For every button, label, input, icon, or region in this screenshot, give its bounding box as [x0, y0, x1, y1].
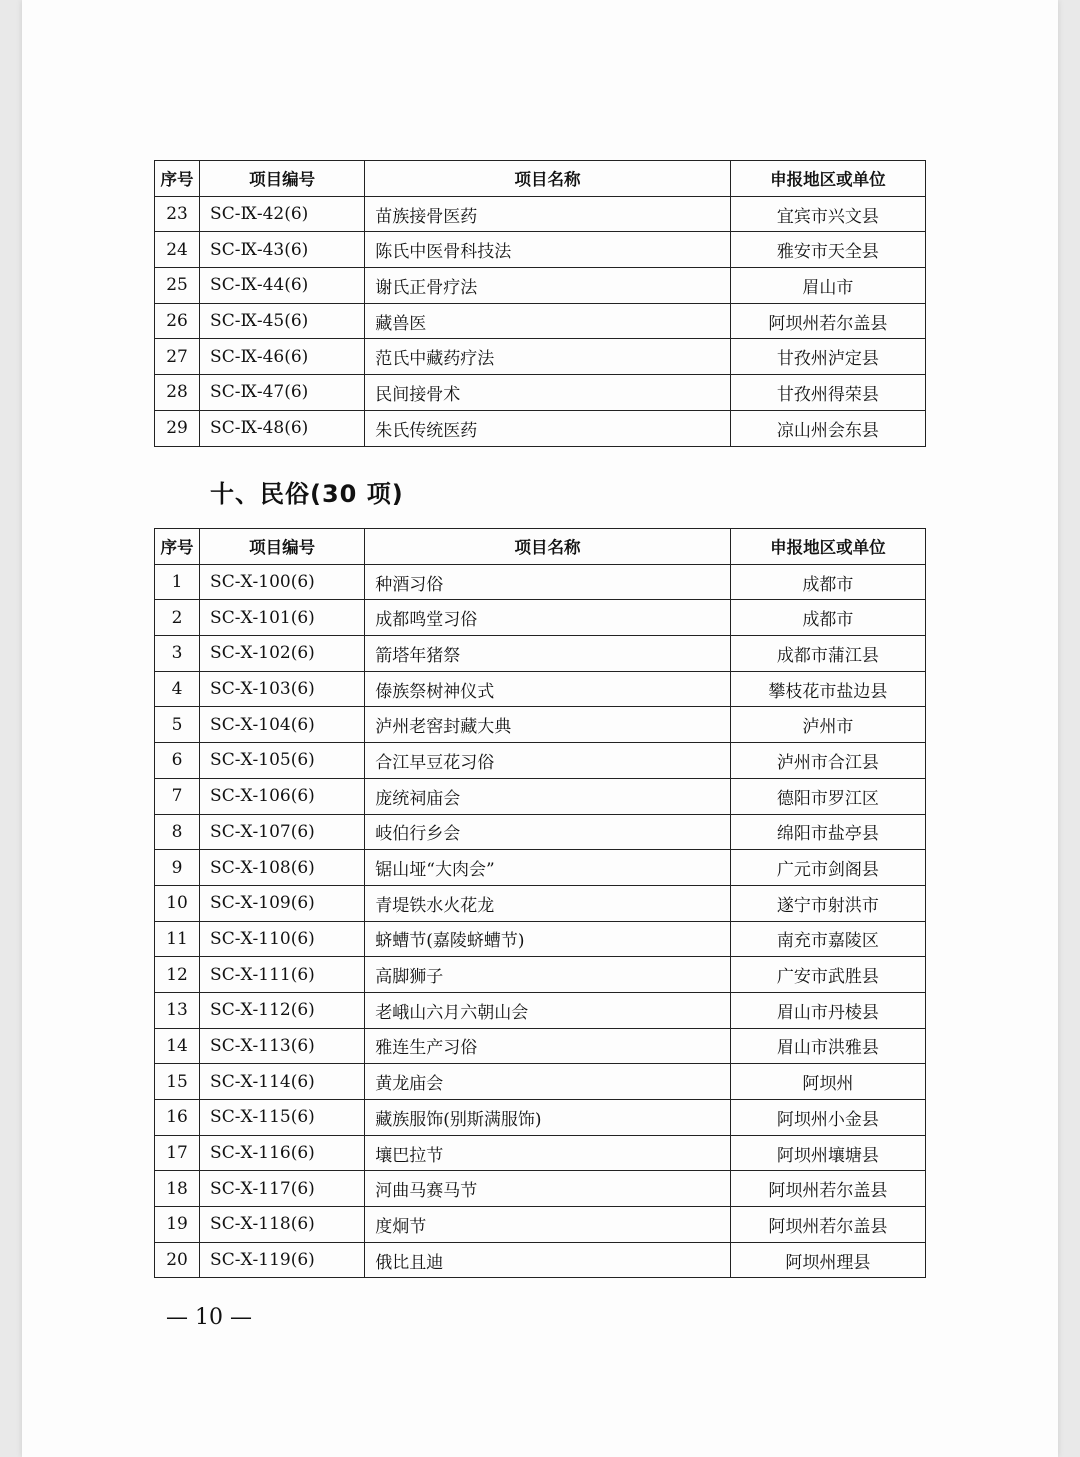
cell-region: 阿坝州若尔盖县 [730, 303, 925, 339]
cell-code: SC-Ⅸ-47(6) [200, 375, 365, 411]
table-row [155, 885, 926, 921]
header-index: 序号 [155, 161, 200, 197]
cell-code: SC-Ⅹ-113(6) [200, 1028, 365, 1064]
cell-name: 种酒习俗 [365, 564, 730, 600]
cell-region: 遂宁市射洪市 [730, 885, 925, 921]
cell-region: 德阳市罗江区 [730, 778, 925, 814]
table-row [155, 339, 926, 375]
table-row [155, 1171, 926, 1207]
cell-name: 傣族祭树神仪式 [365, 671, 730, 707]
cell-name: 民间接骨术 [365, 375, 730, 411]
cell-name: 朱氏传统医药 [365, 410, 730, 446]
section-heading-folk-customs: 十、民俗(30 项) [210, 480, 404, 508]
table-row [155, 564, 926, 600]
heritage-table-folk-customs [154, 528, 926, 1278]
table-row [155, 707, 926, 743]
cell-name: 藏兽医 [365, 303, 730, 339]
cell-name: 老峨山六月六朝山会 [365, 992, 730, 1028]
header-index: 序号 [155, 529, 200, 565]
cell-index: 13 [155, 992, 200, 1028]
cell-code: SC-Ⅹ-118(6) [200, 1207, 365, 1243]
cell-index: 8 [155, 814, 200, 850]
cell-index: 9 [155, 850, 200, 886]
cell-region: 阿坝州小金县 [730, 1100, 925, 1136]
document-page [22, 0, 1058, 1457]
cell-code: SC-Ⅸ-46(6) [200, 339, 365, 375]
header-code: 项目编号 [200, 161, 365, 197]
cell-name: 黄龙庙会 [365, 1064, 730, 1100]
cell-region: 凉山州会东县 [730, 410, 925, 446]
cell-code: SC-Ⅹ-116(6) [200, 1135, 365, 1171]
cell-region: 广元市剑阁县 [730, 850, 925, 886]
cell-code: SC-Ⅹ-117(6) [200, 1171, 365, 1207]
cell-index: 27 [155, 339, 200, 375]
table-row [155, 1100, 926, 1136]
cell-code: SC-Ⅸ-48(6) [200, 410, 365, 446]
cell-name: 藏族服饰(别斯满服饰) [365, 1100, 730, 1136]
cell-name: 箭塔年猪祭 [365, 636, 730, 672]
table-row [155, 375, 926, 411]
cell-region: 阿坝州 [730, 1064, 925, 1100]
cell-region: 宜宾市兴文县 [730, 196, 925, 232]
cell-name: 泸州老窖封藏大典 [365, 707, 730, 743]
cell-name: 俄比且迪 [365, 1242, 730, 1278]
cell-region: 成都市 [730, 564, 925, 600]
cell-index: 19 [155, 1207, 200, 1243]
cell-index: 14 [155, 1028, 200, 1064]
cell-index: 24 [155, 232, 200, 268]
cell-name: 度炯节 [365, 1207, 730, 1243]
table-row [155, 410, 926, 446]
cell-region: 南充市嘉陵区 [730, 921, 925, 957]
cell-region: 甘孜州泸定县 [730, 339, 925, 375]
heritage-table-medicine [154, 160, 926, 447]
table-row [155, 636, 926, 672]
cell-name: 庞统祠庙会 [365, 778, 730, 814]
cell-code: SC-Ⅸ-43(6) [200, 232, 365, 268]
cell-index: 23 [155, 196, 200, 232]
table-header-row [155, 161, 926, 197]
cell-name: 蛴螬节(嘉陵蛴螬节) [365, 921, 730, 957]
page-number: — 10 — [166, 1305, 252, 1330]
cell-code: SC-Ⅸ-45(6) [200, 303, 365, 339]
cell-name: 苗族接骨医药 [365, 196, 730, 232]
table-row [155, 671, 926, 707]
cell-index: 6 [155, 743, 200, 779]
cell-code: SC-Ⅹ-119(6) [200, 1242, 365, 1278]
table-row [155, 814, 926, 850]
header-code: 项目编号 [200, 529, 365, 565]
cell-code: SC-Ⅹ-104(6) [200, 707, 365, 743]
cell-region: 眉山市丹棱县 [730, 992, 925, 1028]
cell-region: 甘孜州得荣县 [730, 375, 925, 411]
cell-index: 2 [155, 600, 200, 636]
table-row [155, 232, 926, 268]
cell-code: SC-Ⅹ-106(6) [200, 778, 365, 814]
cell-index: 7 [155, 778, 200, 814]
table-row [155, 303, 926, 339]
table-row [155, 992, 926, 1028]
cell-name: 岐伯行乡会 [365, 814, 730, 850]
table-row [155, 743, 926, 779]
cell-index: 17 [155, 1135, 200, 1171]
cell-region: 阿坝州若尔盖县 [730, 1171, 925, 1207]
cell-code: SC-Ⅸ-44(6) [200, 268, 365, 304]
cell-index: 5 [155, 707, 200, 743]
cell-index: 28 [155, 375, 200, 411]
table-row [155, 957, 926, 993]
cell-index: 11 [155, 921, 200, 957]
cell-name: 成都鸣堂习俗 [365, 600, 730, 636]
cell-index: 20 [155, 1242, 200, 1278]
table-row [155, 1135, 926, 1171]
cell-name: 合江早豆花习俗 [365, 743, 730, 779]
cell-name: 谢氏正骨疗法 [365, 268, 730, 304]
cell-name: 锯山垭“大肉会” [365, 850, 730, 886]
cell-code: SC-Ⅸ-42(6) [200, 196, 365, 232]
cell-code: SC-Ⅹ-108(6) [200, 850, 365, 886]
cell-index: 10 [155, 885, 200, 921]
cell-index: 25 [155, 268, 200, 304]
cell-code: SC-Ⅹ-115(6) [200, 1100, 365, 1136]
cell-index: 18 [155, 1171, 200, 1207]
cell-code: SC-Ⅹ-102(6) [200, 636, 365, 672]
cell-region: 泸州市合江县 [730, 743, 925, 779]
cell-region: 泸州市 [730, 707, 925, 743]
cell-region: 眉山市 [730, 268, 925, 304]
cell-code: SC-Ⅹ-101(6) [200, 600, 365, 636]
header-region: 申报地区或单位 [730, 161, 925, 197]
table-row [155, 196, 926, 232]
cell-code: SC-Ⅹ-111(6) [200, 957, 365, 993]
cell-index: 16 [155, 1100, 200, 1136]
cell-region: 雅安市天全县 [730, 232, 925, 268]
cell-name: 壤巴拉节 [365, 1135, 730, 1171]
cell-name: 河曲马赛马节 [365, 1171, 730, 1207]
cell-region: 阿坝州若尔盖县 [730, 1207, 925, 1243]
table-header-row [155, 529, 926, 565]
cell-region: 眉山市洪雅县 [730, 1028, 925, 1064]
cell-index: 29 [155, 410, 200, 446]
cell-index: 12 [155, 957, 200, 993]
cell-code: SC-Ⅹ-109(6) [200, 885, 365, 921]
cell-region: 成都市蒲江县 [730, 636, 925, 672]
cell-name: 青堤铁水火花龙 [365, 885, 730, 921]
cell-code: SC-Ⅹ-114(6) [200, 1064, 365, 1100]
cell-index: 26 [155, 303, 200, 339]
cell-region: 攀枝花市盐边县 [730, 671, 925, 707]
cell-region: 阿坝州壤塘县 [730, 1135, 925, 1171]
table-row [155, 268, 926, 304]
table-row [155, 921, 926, 957]
cell-code: SC-Ⅹ-110(6) [200, 921, 365, 957]
header-region: 申报地区或单位 [730, 529, 925, 565]
cell-region: 绵阳市盐亭县 [730, 814, 925, 850]
cell-name: 高脚狮子 [365, 957, 730, 993]
table-row [155, 600, 926, 636]
header-name: 项目名称 [365, 161, 730, 197]
cell-code: SC-Ⅹ-112(6) [200, 992, 365, 1028]
table-row [155, 1242, 926, 1278]
header-name: 项目名称 [365, 529, 730, 565]
table-row [155, 1207, 926, 1243]
table-row [155, 778, 926, 814]
cell-region: 阿坝州理县 [730, 1242, 925, 1278]
cell-region: 成都市 [730, 600, 925, 636]
table-row [155, 850, 926, 886]
table-row [155, 1064, 926, 1100]
cell-code: SC-Ⅹ-107(6) [200, 814, 365, 850]
cell-index: 3 [155, 636, 200, 672]
cell-name: 雅连生产习俗 [365, 1028, 730, 1064]
cell-index: 15 [155, 1064, 200, 1100]
cell-region: 广安市武胜县 [730, 957, 925, 993]
cell-code: SC-Ⅹ-105(6) [200, 743, 365, 779]
cell-name: 陈氏中医骨科技法 [365, 232, 730, 268]
cell-code: SC-Ⅹ-103(6) [200, 671, 365, 707]
table-row [155, 1028, 926, 1064]
cell-index: 4 [155, 671, 200, 707]
cell-name: 范氏中藏药疗法 [365, 339, 730, 375]
cell-index: 1 [155, 564, 200, 600]
cell-code: SC-Ⅹ-100(6) [200, 564, 365, 600]
